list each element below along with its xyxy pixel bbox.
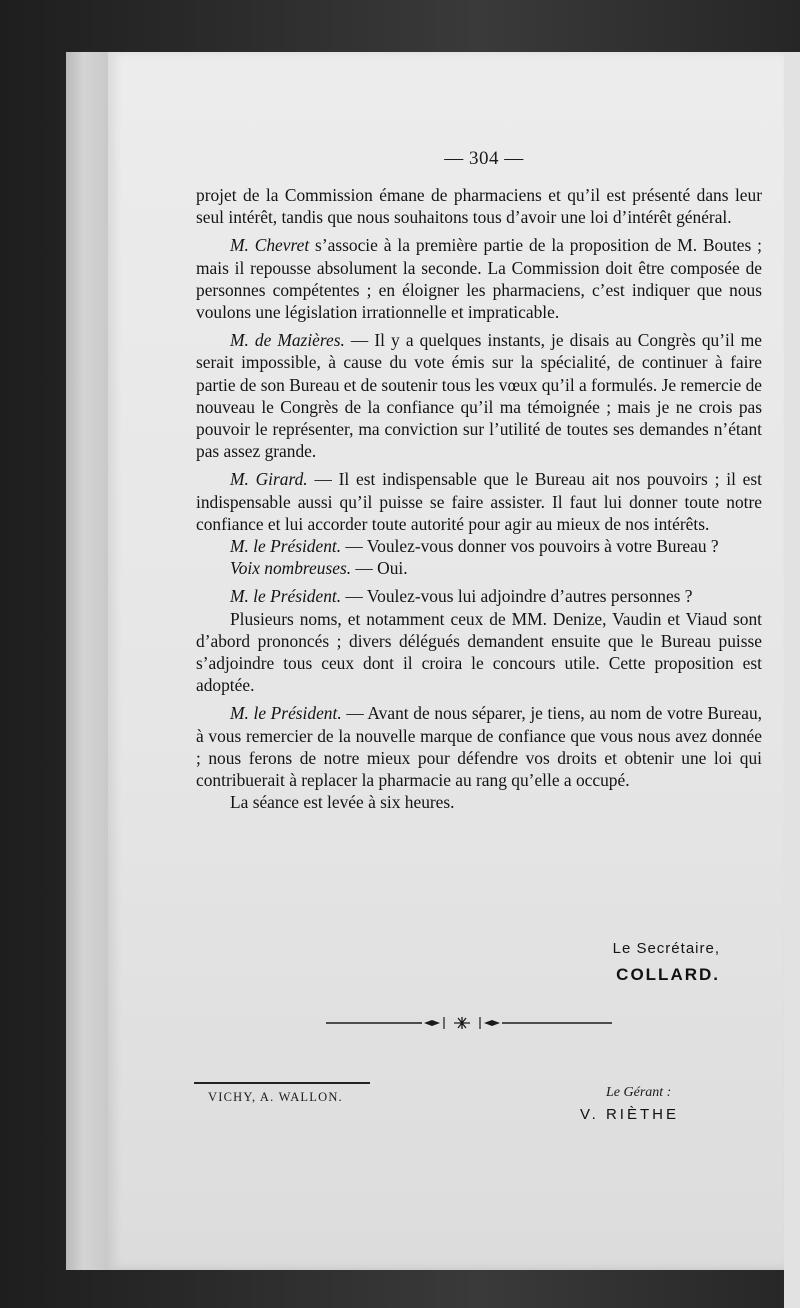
speaker-name: M. le Président. [230,586,342,607]
body-text [196,184,762,813]
printer-imprint: VICHY, A. WALLON. [208,1090,343,1104]
paragraph [196,329,762,462]
paragraph [196,608,762,697]
paragraph [196,791,762,813]
gerant-label: Le Gérant : [606,1085,672,1100]
page-header [0,148,800,170]
paragraph-text: Plusieurs noms, et notamment ceux de MM. Denize, Vaudin et Viaud sont d’abord prononcés ; divers délégués demandent ensuite que le Bureau puisse s’adjoindre tous ceux dont il croira le concours utile. Cette proposition est adoptée. [196,608,762,696]
signature-block [560,940,720,985]
paragraph-text: — Avant de nous séparer, je tiens, au nom de votre Bureau, à vous remercier de la nouvelle marque de confiance que vous nous avez donnée ; nous ferons de notre mieux pour défendre vos droits et obtenir une loi qui contribuerait à replacer la pharmacie au rang qu’elle a occupé. [196,703,762,791]
speaker-name: M. le Président. [230,703,342,724]
facing-page-edge [784,52,800,1308]
paragraph [196,535,762,557]
paragraph-text: projet de la Commission émane de pharmaciens et qu’il est présenté dans leur seul intérêt, tandis que nous souhaitons tous d’avoir une loi d’intérêt général. [196,185,762,228]
page-stack-edge [66,52,110,1270]
paragraph-text: — Oui. [351,558,408,579]
signature-title: Le Secrétaire, [612,940,720,957]
paragraph-text: — Il est indispensable que le Bureau ait nos pouvoirs ; il est indispensable aussi qu’il puisse se faire assister. Il faut lui donner toute notre confiance et lui accorder toute autorité pour agir au mieux de nos intérêts. [196,469,763,534]
paragraph [196,234,762,323]
paragraph [196,557,762,579]
page-number: — 304 — [444,148,524,169]
gerant-name: V. RIÈTHE [580,1106,679,1123]
speaker-name: M. Chevret [230,235,310,256]
signature-name: COLLARD. [616,965,720,984]
imprint-rule [194,1082,370,1084]
speaker-name: M. de Mazières. [230,330,345,351]
ornamental-divider [326,1016,612,1030]
paragraph-text: — Il y a quelques instants, je disais au Congrès qu’il me serait impossible, à cause du vote émis sur la spécialité, de continuer à faire partie de son Bureau et de soutenir tous les vœux qu’il a formulés. Je remercie de nouveau le Congrès de la confiance qu’il ma témoignée ; mais je ne crois pas pouvoir le représenter, ma conviction sur l’utilité de toutes ses demandes n’étant pas assez grande. [196,330,762,462]
paragraph-text: — Voulez-vous donner vos pouvoirs à votre Bureau ? [341,536,719,557]
paragraph [196,585,762,607]
paragraph-text: — Voulez-vous lui adjoindre d’autres personnes ? [341,586,693,607]
paragraph-text: s’associe à la première partie de la proposition de M. Boutes ; mais il repousse absolument la seconde. La Commission doit être composée de personnes compétentes ; en éloigner les pharmaciens, c’est indiquer que nous voulons une législation irrationnelle et impraticable. [196,235,763,323]
paragraph [196,468,762,535]
speaker-name: Voix nombreuses. [230,558,352,579]
speaker-name: M. Girard. [230,469,308,490]
paragraph-text: La séance est levée à six heures. [230,792,455,813]
paragraph [196,184,762,228]
paragraph [196,702,762,791]
speaker-name: M. le Président. [230,536,342,557]
